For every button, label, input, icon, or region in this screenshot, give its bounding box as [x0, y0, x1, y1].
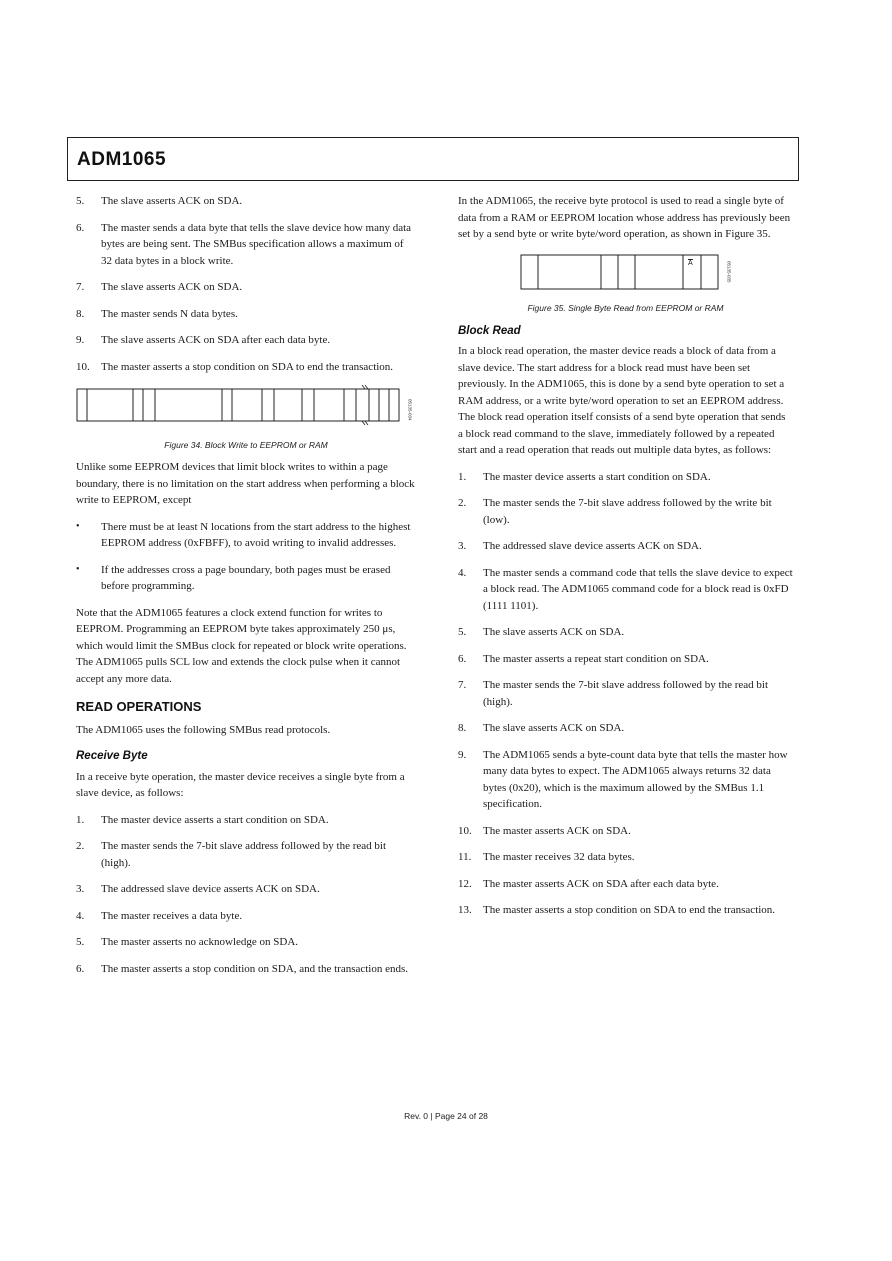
- bullet-glyph: •: [76, 563, 80, 575]
- figure-caption: Figure 35. Single Byte Read from EEPROM or RAM: [527, 303, 724, 313]
- list-item: 9. The slave asserts ACK on SDA after each data byte.: [76, 334, 331, 346]
- section-heading: READ OPERATIONS: [76, 699, 202, 714]
- list-item: 6. The master asserts a repeat start condition on SDA.: [458, 652, 709, 665]
- nack-mark: A: [688, 259, 693, 267]
- receive-byte-steps: [76, 812, 416, 978]
- list-item: 4. The master sends a command code that tells the slave device to expect a block read. The ADM1065 command code for a block read is 0xFD (1111 1101).: [458, 566, 793, 612]
- single-byte-read-diagram: [458, 253, 793, 293]
- list-item: 6. The master asserts a stop condition on SDA, and the transaction ends.: [76, 962, 409, 975]
- paragraph: Note that the ADM1065 features a clock extend function for writes to EEPROM. Programming an EEPROM byte takes approximately 250 μs, which would limit the SMBus clock for repeated or block write operations. The ADM1065 pulls SCL low and extends the clock pulse when it cannot accept any more data.: [76, 606, 407, 685]
- list-item: 8. The slave asserts ACK on SDA.: [458, 722, 625, 734]
- list-item: • There must be at least N locations from the start address to the highest EEPROM address (0xFBFF), to avoid writing to invalid addresses.: [76, 520, 411, 549]
- page-footer: Rev. 0 | Page 24 of 28: [404, 1111, 488, 1121]
- subsection-heading: Block Read: [458, 324, 521, 337]
- list-item: 7. The slave asserts ACK on SDA.: [76, 281, 243, 293]
- block-write-diagram: [76, 385, 416, 427]
- list-item: 5. The master asserts no acknowledge on SDA.: [76, 936, 299, 948]
- list-item: 1. The master device asserts a start condition on SDA.: [76, 813, 329, 826]
- bullet-glyph: •: [76, 520, 80, 532]
- list-item: 1. The master device asserts a start condition on SDA.: [458, 470, 711, 483]
- bullet-list: [76, 519, 416, 595]
- figure-caption: Figure 34. Block Write to EEPROM or RAM: [164, 439, 328, 450]
- list-item: 3. The addressed slave device asserts ACK on SDA.: [458, 540, 702, 552]
- left-column: [76, 193, 416, 987]
- figure-id: 05135-034: [407, 399, 413, 421]
- page-header: [67, 137, 799, 181]
- header-title: ADM1065: [77, 149, 167, 170]
- list-item: 7. The master sends the 7-bit slave address followed by the read bit (high).: [458, 679, 769, 708]
- list-item: 12. The master asserts ACK on SDA after each data byte.: [458, 877, 719, 890]
- figure-35: [458, 253, 793, 317]
- right-column: [458, 193, 793, 929]
- figure-id: 05135-035: [726, 260, 732, 283]
- list-item: 5. The slave asserts ACK on SDA.: [458, 626, 625, 638]
- list-item: • If the addresses cross a page boundary, both pages must be erased before programming.: [76, 563, 391, 592]
- list-item: 10. The master asserts ACK on SDA.: [458, 824, 631, 837]
- block-read-steps: [458, 469, 793, 919]
- list-item: 3. The addressed slave device asserts ACK on SDA.: [76, 883, 320, 895]
- list-item: 2. The master sends the 7-bit slave address followed by the write bit (low).: [458, 497, 772, 526]
- list-item: 5. The slave asserts ACK on SDA.: [76, 195, 243, 207]
- paragraph: In the ADM1065, the receive byte protocol is used to read a single byte of data from a RAM or EEPROM location whose address has previously been set by a send byte or write byte/word operation, as shown in Figure 35.: [458, 195, 791, 240]
- list-item: 11. The master receives 32 data bytes.: [458, 851, 635, 863]
- paragraph: Unlike some EEPROM devices that limit block writes to within a page boundary, there is no limitation on the start address when performing a block write to EEPROM, except: [76, 461, 415, 506]
- paragraph: In a receive byte operation, the master device receives a single byte from a slave device, as follows:: [76, 770, 405, 799]
- list-item: 4. The master receives a data byte.: [76, 909, 243, 922]
- list-item: 9. The ADM1065 sends a byte-count data byte that tells the master how many data bytes to expect. The ADM1065 always returns 32 data bytes (0x20), which is the maximum allowed by the SMBus 1.1 specification.: [458, 748, 788, 810]
- list-item: 8. The master sends N data bytes.: [76, 307, 238, 320]
- list-item: 2. The master sends the 7-bit slave address followed by the read bit (high).: [76, 840, 387, 869]
- figure-34: [76, 385, 416, 453]
- list-item: 6. The master sends a data byte that tells the slave device how many data bytes are being sent. The SMBus specification allows a maximum of 32 data bytes in a block write.: [76, 221, 412, 267]
- list-item: 10. The master asserts a stop condition on SDA to end the transaction.: [76, 360, 394, 373]
- subsection-heading: Receive Byte: [76, 750, 148, 762]
- paragraph: In a block read operation, the master device reads a block of data from a slave device. The start address for a block read must have been set previously. In the ADM1065, this is done by a send byte operation to set a RAM address, or a write byte/word operation to set an EEPROM address. The block read operation itself consists of a send byte operation that sends a block read command to the slave, immediately followed by a repeated start and a read operation that reads out multiple data bytes, as follows:: [458, 345, 786, 456]
- block-write-steps: [76, 193, 416, 375]
- list-item: 13. The master asserts a stop condition on SDA to end the transaction.: [458, 904, 776, 916]
- paragraph: The ADM1065 uses the following SMBus read protocols.: [76, 723, 331, 736]
